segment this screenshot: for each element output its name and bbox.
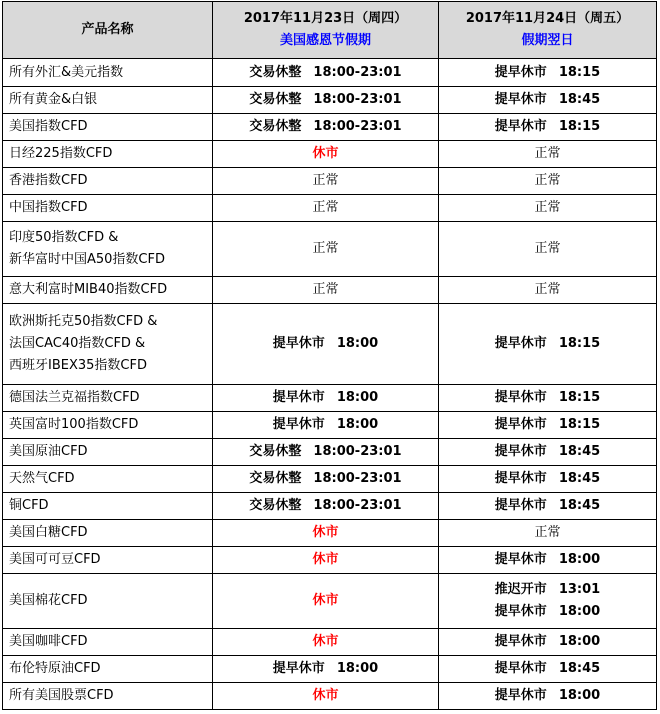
status-time: 18:00-23:01 <box>313 64 402 80</box>
product-name-cell <box>3 547 213 574</box>
table-row <box>3 87 657 114</box>
table-row <box>3 656 657 683</box>
status-line <box>439 549 656 571</box>
table-row <box>3 683 657 710</box>
day1-status-cell <box>213 629 439 656</box>
closed-status: 休市 <box>312 552 339 567</box>
status-text: 正常 <box>312 173 339 188</box>
trading-hours-table <box>2 1 657 710</box>
status-time: 18:00-23:01 <box>313 498 402 513</box>
product-name-cell <box>3 520 213 547</box>
day1-status-cell <box>213 412 439 439</box>
product-name-line: 新华富时中国A50指数CFD <box>9 252 166 267</box>
product-name-cell <box>3 656 213 683</box>
product-name-line: 香港指数CFD <box>9 173 88 188</box>
status-line <box>439 62 656 84</box>
product-name-line: 美国指数CFD <box>9 119 88 134</box>
status-line <box>439 601 656 623</box>
day1-status-cell <box>213 466 439 493</box>
product-name-line: 美国咖啡CFD <box>9 634 88 649</box>
status-line <box>439 658 656 680</box>
table-row <box>3 547 657 574</box>
table-row <box>3 195 657 222</box>
day2-status-cell <box>439 520 657 547</box>
day2-status-cell <box>439 277 657 304</box>
day1-status-cell <box>213 574 439 629</box>
table-row <box>3 59 657 87</box>
status-text: 交易休整 <box>249 444 302 459</box>
header-day2-note: 假期翌日 <box>521 33 574 48</box>
day2-status-cell <box>439 304 657 385</box>
status-line <box>213 197 438 219</box>
day2-status-cell <box>439 574 657 629</box>
header-day1-note: 美国感恩节假期 <box>279 33 371 48</box>
status-text: 提早休市 <box>494 92 547 107</box>
day1-status-cell <box>213 493 439 520</box>
product-name-cell <box>3 114 213 141</box>
status-time: 18:00-23:01 <box>313 444 402 459</box>
status-text: 提早休市 <box>494 634 547 649</box>
day2-status-cell <box>439 466 657 493</box>
status-text: 提早休市 <box>272 336 325 351</box>
status-text: 提早休市 <box>272 390 325 405</box>
day2-status-cell <box>439 656 657 683</box>
status-time: 18:00-23:01 <box>313 92 402 107</box>
product-name-line: 天然气CFD <box>9 471 75 486</box>
table-row <box>3 493 657 520</box>
product-name-cell <box>3 304 213 385</box>
day1-status-cell <box>213 385 439 412</box>
day2-status-cell <box>439 683 657 710</box>
status-time: 18:45 <box>558 471 601 486</box>
table-header-row <box>3 2 657 59</box>
status-text: 推迟开市 <box>494 582 547 597</box>
product-name-line: 美国可可豆CFD <box>9 552 101 567</box>
day1-status-cell <box>213 114 439 141</box>
day2-status-cell <box>439 168 657 195</box>
status-line <box>213 685 438 707</box>
status-line <box>213 116 438 138</box>
status-line <box>213 238 438 260</box>
status-line <box>439 170 656 192</box>
day1-status-cell <box>213 520 439 547</box>
holiday-schedule <box>2 1 657 710</box>
day2-status-cell <box>439 222 657 277</box>
status-line <box>213 590 438 612</box>
product-name-line: 西班牙IBEX35指数CFD <box>9 358 147 373</box>
status-line <box>213 658 438 680</box>
day2-status-cell <box>439 547 657 574</box>
status-text: 提早休市 <box>494 471 547 486</box>
status-time: 18:00-23:01 <box>313 119 402 134</box>
product-name-cell <box>3 493 213 520</box>
day1-status-cell <box>213 168 439 195</box>
table-row <box>3 412 657 439</box>
status-line <box>213 62 438 84</box>
table-row <box>3 168 657 195</box>
product-name-line: 欧洲斯托克50指数CFD & <box>9 314 158 329</box>
status-time: 18:15 <box>558 336 601 351</box>
product-name-line: 所有黄金&白银 <box>9 92 98 107</box>
product-name-cell <box>3 141 213 168</box>
product-name-line: 印度50指数CFD & <box>9 230 119 245</box>
product-name-line: 法国CAC40指数CFD & <box>9 336 146 351</box>
status-line <box>213 441 438 463</box>
day1-status-cell <box>213 656 439 683</box>
status-time: 18:15 <box>558 64 601 80</box>
status-line <box>213 549 438 571</box>
product-name-line: 日经225指数CFD <box>9 146 113 161</box>
product-name-cell <box>3 574 213 629</box>
status-line <box>439 685 656 707</box>
status-text: 正常 <box>534 525 561 540</box>
status-line <box>213 495 438 517</box>
status-text: 交易休整 <box>249 471 302 486</box>
status-text: 正常 <box>312 200 339 215</box>
product-name-line: 所有外汇&美元指数 <box>9 64 124 80</box>
status-time: 18:00 <box>558 552 601 567</box>
status-line <box>439 279 656 301</box>
status-text: 交易休整 <box>249 119 302 134</box>
header-product-name: 产品名称 <box>3 2 213 59</box>
closed-status: 休市 <box>312 593 339 608</box>
status-text: 正常 <box>534 200 561 215</box>
status-text: 提早休市 <box>494 390 547 405</box>
day1-status-cell <box>213 304 439 385</box>
day2-status-cell <box>439 412 657 439</box>
status-time: 18:00 <box>336 661 379 676</box>
status-text: 交易休整 <box>249 92 302 107</box>
status-time: 18:00 <box>336 336 379 351</box>
table-row <box>3 385 657 412</box>
status-time: 18:15 <box>558 390 601 405</box>
status-line <box>439 89 656 111</box>
day1-status-cell <box>213 87 439 114</box>
status-line <box>213 279 438 301</box>
product-name-line: 美国白糖CFD <box>9 525 88 540</box>
product-name-line: 德国法兰克福指数CFD <box>9 390 140 405</box>
product-name-cell <box>3 466 213 493</box>
status-text: 交易休整 <box>249 498 302 513</box>
table-row <box>3 520 657 547</box>
status-text: 提早休市 <box>494 119 547 134</box>
header-day1 <box>213 2 439 59</box>
closed-status: 休市 <box>312 146 339 161</box>
status-line <box>439 631 656 653</box>
status-text: 提早休市 <box>494 498 547 513</box>
status-text: 正常 <box>312 282 339 297</box>
header-day2 <box>439 2 657 59</box>
status-time: 18:00 <box>558 634 601 649</box>
status-line <box>439 238 656 260</box>
status-line <box>213 143 438 165</box>
status-time: 18:45 <box>558 661 601 676</box>
status-line <box>439 579 656 601</box>
status-time: 18:45 <box>558 92 601 107</box>
table-row <box>3 439 657 466</box>
day2-status-cell <box>439 87 657 114</box>
status-time: 18:00 <box>558 688 601 703</box>
table-row <box>3 114 657 141</box>
table-row <box>3 304 657 385</box>
status-time: 18:00 <box>336 417 379 432</box>
day2-status-cell <box>439 385 657 412</box>
day2-status-cell <box>439 59 657 87</box>
day1-status-cell <box>213 222 439 277</box>
status-text: 提早休市 <box>494 604 547 619</box>
day1-status-cell <box>213 683 439 710</box>
table-body <box>3 59 657 710</box>
day1-status-cell <box>213 141 439 168</box>
status-line <box>213 89 438 111</box>
status-time: 18:15 <box>558 119 601 134</box>
status-text: 提早休市 <box>494 552 547 567</box>
product-name-cell <box>3 385 213 412</box>
status-line <box>439 197 656 219</box>
product-name-cell <box>3 277 213 304</box>
status-text: 提早休市 <box>494 444 547 459</box>
product-name-cell <box>3 222 213 277</box>
table-row <box>3 222 657 277</box>
product-name-line: 所有美国股票CFD <box>9 688 114 703</box>
status-time: 13:01 <box>558 582 601 597</box>
status-text: 正常 <box>534 146 561 161</box>
status-line <box>439 441 656 463</box>
day1-status-cell <box>213 547 439 574</box>
status-time: 18:00-23:01 <box>313 471 402 486</box>
table-row <box>3 629 657 656</box>
product-name-line: 布伦特原油CFD <box>9 661 101 676</box>
closed-status: 休市 <box>312 688 339 703</box>
status-time: 18:00 <box>336 390 379 405</box>
table-row <box>3 574 657 629</box>
product-name-cell <box>3 439 213 466</box>
day1-status-cell <box>213 195 439 222</box>
status-text: 正常 <box>534 241 561 256</box>
status-line <box>213 631 438 653</box>
day2-status-cell <box>439 493 657 520</box>
product-name-cell <box>3 59 213 87</box>
status-line <box>439 414 656 436</box>
status-text: 正常 <box>534 173 561 188</box>
product-name-cell <box>3 87 213 114</box>
status-time: 18:45 <box>558 444 601 459</box>
day1-status-cell <box>213 59 439 87</box>
status-text: 提早休市 <box>494 417 547 432</box>
status-text: 提早休市 <box>494 336 547 351</box>
status-line <box>439 387 656 409</box>
product-name-line: 中国指数CFD <box>9 200 88 215</box>
status-time: 18:45 <box>558 498 601 513</box>
header-day1-date: 2017年11月23日（周四） <box>243 11 408 26</box>
table-row <box>3 141 657 168</box>
table-row <box>3 277 657 304</box>
status-text: 正常 <box>534 282 561 297</box>
day2-status-cell <box>439 114 657 141</box>
product-name-line: 英国富时100指数CFD <box>9 417 139 432</box>
product-name-line: 美国棉花CFD <box>9 593 88 608</box>
status-text: 提早休市 <box>494 64 547 80</box>
product-name-cell <box>3 412 213 439</box>
status-text: 提早休市 <box>494 661 547 676</box>
closed-status: 休市 <box>312 525 339 540</box>
day1-status-cell <box>213 277 439 304</box>
product-name-cell <box>3 168 213 195</box>
status-line <box>213 468 438 490</box>
status-line <box>213 170 438 192</box>
product-name-line: 意大利富时MIB40指数CFD <box>9 282 168 297</box>
product-name-line: 铜CFD <box>9 498 49 513</box>
status-text: 正常 <box>312 241 339 256</box>
status-line <box>213 387 438 409</box>
status-text: 交易休整 <box>249 64 302 80</box>
product-name-line: 美国原油CFD <box>9 444 88 459</box>
status-time: 18:15 <box>558 417 601 432</box>
day1-status-cell <box>213 439 439 466</box>
day2-status-cell <box>439 439 657 466</box>
product-name-cell <box>3 629 213 656</box>
status-line <box>439 143 656 165</box>
status-line <box>213 333 438 355</box>
product-name-cell <box>3 683 213 710</box>
table-row <box>3 466 657 493</box>
day2-status-cell <box>439 629 657 656</box>
status-time: 18:00 <box>558 604 601 619</box>
status-line <box>213 522 438 544</box>
status-text: 提早休市 <box>494 688 547 703</box>
day2-status-cell <box>439 141 657 168</box>
day2-status-cell <box>439 195 657 222</box>
status-text: 提早休市 <box>272 661 325 676</box>
status-line <box>439 495 656 517</box>
product-name-cell <box>3 195 213 222</box>
closed-status: 休市 <box>312 634 339 649</box>
status-line <box>439 522 656 544</box>
header-day2-date: 2017年11月24日（周五） <box>465 11 630 26</box>
status-line <box>439 116 656 138</box>
status-line <box>213 414 438 436</box>
status-line <box>439 468 656 490</box>
status-text: 提早休市 <box>272 417 325 432</box>
status-line <box>439 333 656 355</box>
